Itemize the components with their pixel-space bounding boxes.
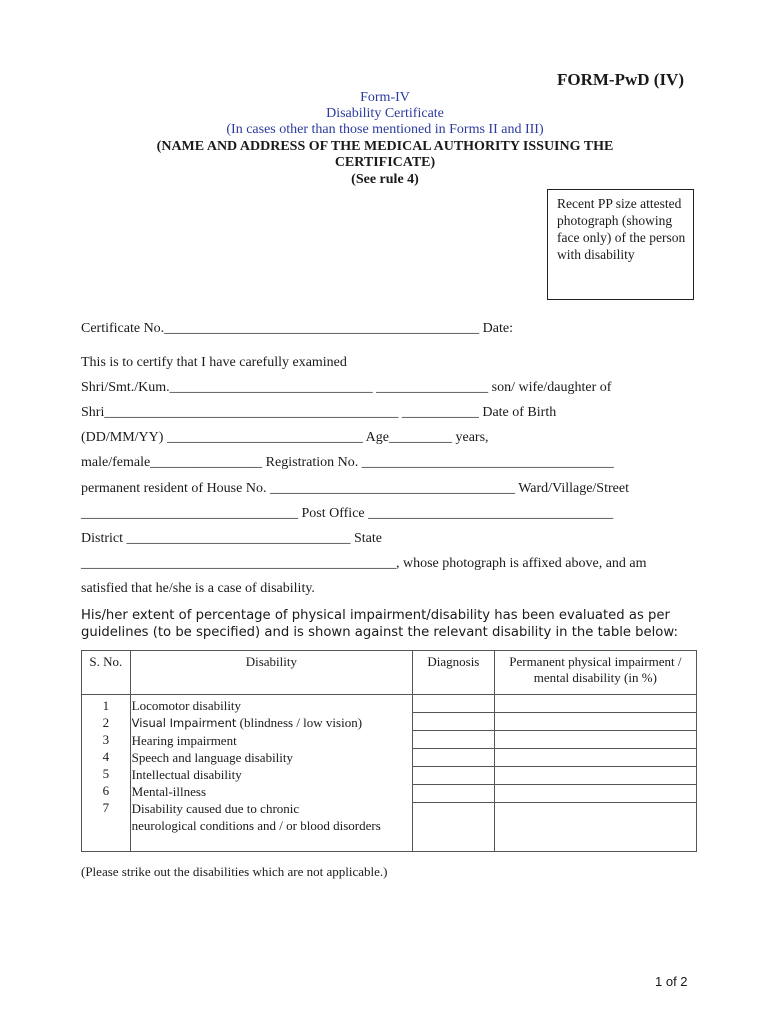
district-line: District ________________________________ State	[81, 531, 382, 546]
certificate-subtitle: (In cases other than those mentioned in Forms II and III)	[226, 122, 544, 137]
impairment-cell	[495, 695, 696, 713]
diagnosis-cell	[413, 785, 494, 803]
relation-line: Shri__________________________________________ ___________ Date of Birth	[81, 405, 557, 420]
form-number: Form-IV	[360, 90, 410, 105]
disability-column	[130, 695, 412, 852]
dob-line: (DD/MM/YY) ____________________________ Age_________ years,	[81, 430, 489, 445]
photo-instructions: Recent PP size attested photograph (showing face only) of the person with disability	[557, 196, 686, 262]
row-number: 3	[102, 732, 110, 747]
address-line: permanent resident of House No. ___________________________________ Ward/Village/Street	[81, 481, 629, 496]
photo-placeholder-box	[547, 189, 694, 300]
name-line: Shri/Smt./Kum._____________________________ ________________ son/ wife/daughter of	[81, 380, 612, 395]
gender-registration-line: male/female________________ Registration No. ____________________________________	[81, 455, 614, 470]
impairment-cell	[495, 767, 696, 785]
disability-name-cont: neurological conditions and / or blood disorders	[131, 818, 381, 833]
header-sno: S. No.	[82, 651, 131, 695]
diagnosis-cell	[413, 731, 494, 749]
disability-name: Disability caused due to chronic	[131, 801, 300, 816]
disability-name: Speech and language disability	[131, 750, 294, 765]
row-number: 6	[102, 783, 110, 798]
diagnosis-cell	[413, 803, 494, 851]
impairment-cell	[495, 785, 696, 803]
diagnosis-column	[413, 695, 495, 852]
visual-impairment-detail: (blindness / low vision)	[236, 715, 363, 730]
impairment-column	[494, 695, 696, 852]
row-number: 7	[102, 800, 110, 815]
row-number: 2	[102, 715, 110, 730]
impairment-cell	[495, 731, 696, 749]
disability-name	[132, 714, 412, 732]
sno-column	[82, 695, 131, 852]
row-number: 1	[102, 698, 110, 713]
disability-name: Intellectual disability	[131, 767, 242, 782]
impairment-cell	[495, 803, 696, 851]
photo-affixed-line: _____________________________________________, whose photograph is affixed above, and am	[81, 556, 647, 571]
header-impairment-line2: mental disability (in %)	[533, 670, 657, 685]
diagnosis-cell	[413, 767, 494, 785]
disability-name: Hearing impairment	[131, 733, 237, 748]
row-number: 4	[102, 749, 110, 764]
disability-name: Mental-illness	[131, 784, 207, 799]
header-impairment	[494, 651, 696, 695]
impairment-cell	[495, 749, 696, 767]
header-disability: Disability	[130, 651, 412, 695]
post-office-line: _______________________________ Post Office ___________________________________	[81, 506, 614, 521]
diagnosis-cell	[413, 695, 494, 713]
disability-name: Locomotor disability	[131, 698, 242, 713]
disability-table	[81, 650, 697, 852]
diagnosis-cell	[413, 713, 494, 731]
form-code: FORM-PwD (IV)	[557, 70, 684, 89]
impairment-cell	[495, 713, 696, 731]
page-number: 1 of 2	[655, 974, 688, 989]
strike-out-note: (Please strike out the disabilities which are not applicable.)	[81, 864, 388, 879]
header-impairment-line1: Permanent physical impairment /	[509, 654, 682, 669]
certificate-title: Disability Certificate	[326, 106, 444, 121]
diagnosis-cell	[413, 749, 494, 767]
row-number: 5	[102, 766, 110, 781]
authority-heading-line1: (NAME AND ADDRESS OF THE MEDICAL AUTHORITY ISSUING THE	[156, 139, 614, 154]
table-body-row	[82, 695, 697, 852]
extent-line1: His/her extent of percentage of physical impairment/disability has been evaluated as per	[81, 608, 670, 623]
authority-heading-line2: CERTIFICATE)	[334, 155, 436, 170]
extent-line2: guidelines (to be specified) and is shown against the relevant disability in the table below:	[81, 625, 678, 640]
intro-text: This is to certify that I have carefully examined	[81, 355, 347, 370]
satisfied-line: satisfied that he/she is a case of disability.	[81, 581, 315, 596]
header-diagnosis: Diagnosis	[413, 651, 495, 695]
rule-reference: (See rule 4)	[351, 172, 419, 187]
certificate-number-line: Certificate No._____________________________________________ Date:	[81, 321, 514, 336]
visual-impairment-label: Visual Impairment	[131, 716, 237, 730]
table-header-row	[82, 651, 697, 695]
